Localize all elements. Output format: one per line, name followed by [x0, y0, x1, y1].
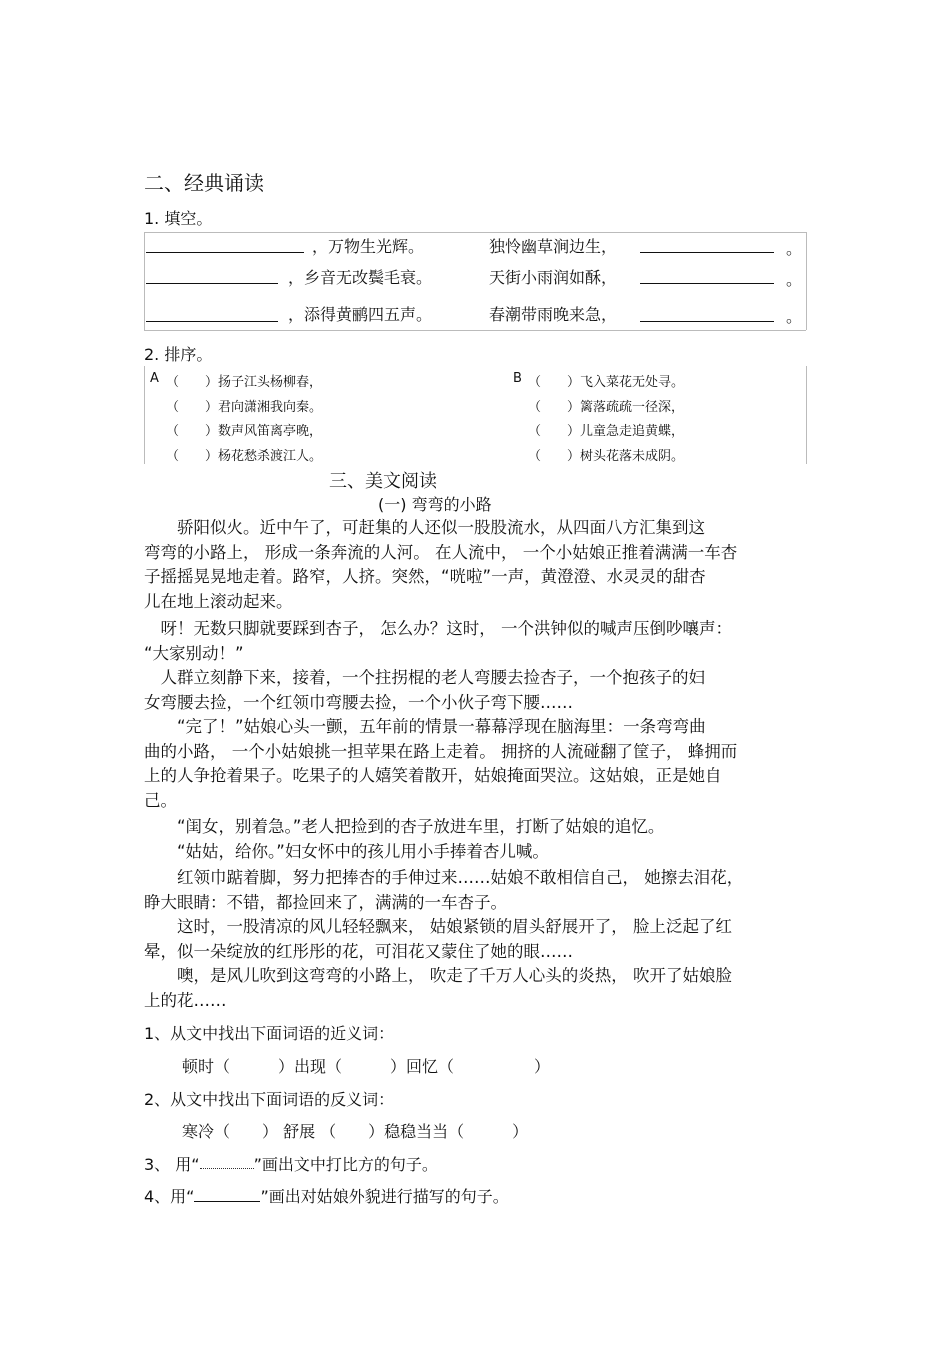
blank-3-right[interactable]: [640, 321, 774, 322]
poem-line: ，万物生光辉。: [312, 237, 425, 256]
blank-2-right[interactable]: [640, 283, 774, 284]
text-line: 上的人争抢着果子。吃果子的人嬉笑着散开，姑娘掩面哭泣。这姑娘，正是她自: [144, 766, 722, 786]
section-2-title: 二、经典诵读: [144, 171, 264, 195]
poem-line: ，乡音无改鬓毛衰。: [288, 268, 433, 287]
text-line: 晕，似一朵绽放的红彤彤的花，可泪花又蒙住了她的眼……: [144, 941, 573, 961]
paragraph-3: [144, 666, 804, 715]
poem-line: 独怜幽草涧边生，: [489, 237, 618, 256]
text-line: 女弯腰去捡，一个红领巾弯腰去捡，一个小伙子弯下腰……: [144, 692, 573, 712]
period: 。: [786, 239, 803, 258]
question-3-suffix: ”画出文中打比方的句子。: [253, 1155, 438, 1174]
blank-1-left[interactable]: [146, 252, 304, 253]
text-line: 红领巾踮着脚，努力把捧杏的手伸过来……姑娘不敢相信自己， 她擦去泪花，: [144, 868, 744, 887]
text-line: 儿在地上滚动起来。: [144, 591, 293, 611]
text-line: 上的花……: [144, 990, 227, 1010]
underline-sample: [194, 1187, 260, 1202]
q1-label: 1. 填空。: [144, 209, 213, 228]
group-b-prefix: B: [513, 371, 522, 386]
group-a-prefix: A: [150, 371, 159, 386]
period: 。: [786, 270, 803, 289]
order-line-b4[interactable]: （ ）树头花落未成阴。: [528, 449, 685, 464]
question-2-items[interactable]: 寒冷（ ） 舒展 （ ）稳稳当当（ ）: [182, 1122, 529, 1141]
paragraph-9: [144, 964, 804, 1013]
order-line-a1[interactable]: （ ）扬子江头杨柳春，: [166, 375, 323, 390]
blank-1-right[interactable]: [640, 252, 774, 253]
question-3: [144, 1152, 438, 1175]
text-line: 噢，是风儿吹到这弯弯的小路上， 吹走了千万人心头的炎热， 吹开了姑娘脸: [144, 966, 732, 985]
text-line: “大家别动！”: [144, 643, 244, 663]
order-line-a2[interactable]: （ ）君向潇湘我向秦。: [166, 400, 323, 415]
question-1-label: 1、从文中找出下面词语的近义词：: [144, 1024, 395, 1043]
order-line-b1[interactable]: （ ）飞入菜花无处寻。: [528, 375, 685, 390]
question-3-prefix: 3、 用“: [144, 1155, 200, 1174]
order-line-a4[interactable]: （ ）杨花愁杀渡江人。: [166, 449, 323, 464]
wavy-line-sample: [200, 1162, 254, 1169]
paragraph-5: [144, 815, 804, 840]
poem-line: ，添得黄鹂四五声。: [288, 305, 433, 324]
text-line: “姑姑，给你。”妇女怀中的孩儿用小手捧着杏儿喊。: [144, 842, 549, 861]
section-3-title: 三、美文阅读: [329, 471, 437, 492]
question-4-prefix: 4、用“: [144, 1187, 195, 1206]
text-line: 曲的小路， 一个小姑娘挑一担苹果在路上走着。 拥挤的人流碰翻了筐子， 蜂拥而: [144, 741, 738, 761]
text-line: 睁大眼睛：不错，都捡回来了，满满的一车杏子。: [144, 892, 507, 912]
paragraph-2: [144, 617, 804, 666]
order-line-a3[interactable]: （ ）数声风笛离亭晚，: [166, 424, 323, 439]
order-line-b2[interactable]: （ ）篱落疏疏一径深，: [528, 400, 685, 415]
text-line: 这时，一股清凉的风儿轻轻飘来， 姑娘紧锁的眉头舒展开了， 脸上泛起了红: [144, 917, 732, 936]
text-line: 弯弯的小路上， 形成一条奔流的人河。 在人流中， 一个小姑娘正推着满满一车杏: [144, 542, 738, 562]
paragraph-8: [144, 915, 804, 964]
text-line: 骄阳似火。近中午了，可赶集的人还似一股股流水，从四面八方汇集到这: [144, 518, 705, 537]
blank-2-left[interactable]: [146, 283, 278, 284]
question-1-items[interactable]: 顿时（ ）出现（ ）回忆（ ）: [182, 1057, 551, 1076]
poem-line: 天街小雨润如酥，: [489, 268, 618, 287]
text-line: 子摇摇晃晃地走着。路窄，人挤。突然，“咣啦”一声，黄澄澄、水灵灵的甜杏: [144, 567, 706, 587]
paragraph-7: [144, 866, 804, 915]
text-line: “闺女，别着急。”老人把捡到的杏子放进车里，打断了姑娘的追忆。: [144, 817, 665, 836]
q2-label: 2. 排序。: [144, 345, 213, 364]
paragraph-6: [144, 840, 804, 865]
period: 。: [786, 307, 803, 326]
question-4: [144, 1184, 509, 1207]
paragraph-1: [144, 516, 804, 614]
text-line: “完了！”姑娘心头一颤，五年前的情景一幕幕浮现在脑海里：一条弯弯曲: [144, 717, 706, 736]
blank-3-left[interactable]: [146, 321, 278, 322]
text-line: 己。: [144, 790, 177, 810]
question-2-label: 2、从文中找出下面词语的反义词：: [144, 1090, 395, 1109]
text-line: 人群立刻静下来，接着，一个拄拐棍的老人弯腰去捡杏子，一个抱孩子的妇: [144, 668, 705, 687]
poem-line: 春潮带雨晚来急，: [489, 305, 618, 324]
order-line-b3[interactable]: （ ）儿童急走追黄蝶，: [528, 424, 685, 439]
paragraph-4: [144, 715, 804, 813]
question-4-suffix: ”画出对姑娘外貌进行描写的句子。: [260, 1187, 509, 1206]
article-title: (一) 弯弯的小路: [378, 495, 492, 514]
text-line: 呀！无数只脚就要踩到杏子， 怎么办？这时， 一个洪钟似的喊声压倒吵嚷声：: [144, 619, 732, 638]
